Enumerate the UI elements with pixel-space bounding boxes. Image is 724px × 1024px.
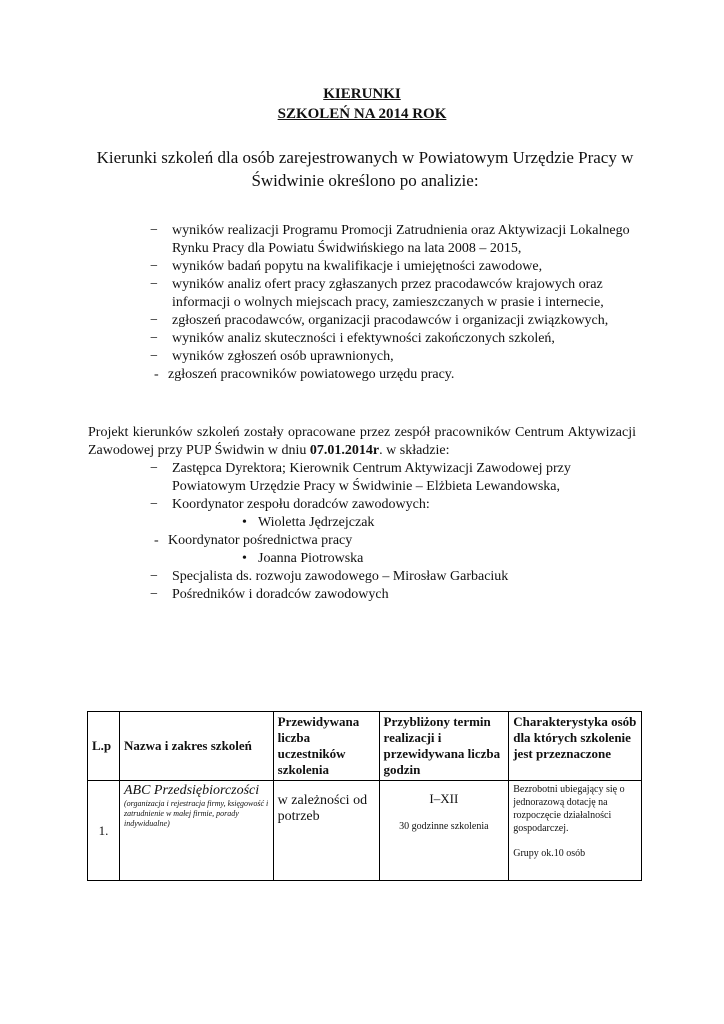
header-participants: Przewidywana liczba uczestników szkolenia <box>273 712 379 781</box>
member-coord-advisors: − Koordynator zespołu doradców zawodowych: <box>150 497 430 512</box>
list-item: − wyników badań popytu na kwalifikacje i umiejętności zawodowe, <box>150 259 543 274</box>
list-item: − wyników analiz skuteczności i efektywności zakończonych szkoleń, <box>150 331 555 346</box>
member-intermediaries: − Pośredników i doradców zawodowych <box>150 587 389 602</box>
training-scope: (organizacja i rejestracja firmy, księgowość i zatrudnienie w małej firmie, porady indywidualne) <box>123 799 269 828</box>
list-item: − wyników analiz ofert pracy zgłaszanych przez pracodawców krajowych oraz informacji o wolnych miejscach pracy, zamieszczanych w prasie i internecie, <box>150 277 604 310</box>
list-item: − wyników zgłoszeń osób uprawnionych, <box>150 349 394 364</box>
analysis-list <box>150 222 640 384</box>
cell-participants: w zależności od potrzeb <box>273 781 379 881</box>
list-item: − zgłoszeń pracodawców, organizacji pracodawców i organizacji związkowych, <box>150 313 609 328</box>
target-description: Bezrobotni ubiegający się o jednorazową dotację na rozpoczęcie działalności gospodarczej. <box>513 784 625 834</box>
header-name: Nazwa i zakres szkoleń <box>119 712 273 781</box>
member-coord-agency: - Koordynator pośrednictwa pracy <box>154 533 353 548</box>
header-term: Przybliżony termin realizacji i przewidywana liczba godzin <box>379 712 509 781</box>
cell-term <box>379 781 509 881</box>
term-hours: 30 godzinne szkolenia <box>399 821 489 832</box>
term-months: I–XII <box>429 791 459 806</box>
intro-text: Kierunki szkoleń dla osób zarejestrowanych w Powiatowym Urzędzie Pracy w Świdwinie określono po analizie: <box>96 148 634 190</box>
cell-target <box>509 781 642 881</box>
cell-name <box>119 781 273 881</box>
training-table <box>87 711 642 881</box>
target-groups: Grupy ok.10 osób <box>513 848 586 859</box>
project-paragraph: Projekt kierunków szkoleń zostały opracowane przez zespół pracowników Centrum Aktywizacji Zawodowej przy PUP Świdwin w dniu 07.01.2014r. w składzie: <box>88 425 636 458</box>
training-name: ABC Przedsiębiorczości <box>123 783 260 798</box>
list-item: - zgłoszeń pracowników powiatowego urzędu pracy. <box>154 367 455 382</box>
list-item: − wyników realizacji Programu Promocji Zatrudnienia oraz Aktywizacji Lokalnego Rynku Pracy dla Powiatu Świdwińskiego na lata 2008 – 2015, <box>150 223 630 256</box>
member-person: • Wioletta Jędrzejczak <box>242 515 375 530</box>
member-specialist: − Specjalista ds. rozwoju zawodowego – Mirosław Garbaciuk <box>150 569 509 584</box>
title-line-1: KIERUNKI <box>323 86 401 102</box>
table-header-row <box>88 712 642 781</box>
cell-lp: 1. <box>88 781 120 881</box>
team-members-list <box>150 460 640 604</box>
project-date: 07.01.2014r <box>309 443 380 458</box>
header-lp: L.p <box>88 712 120 781</box>
table-row <box>88 781 642 881</box>
member-person: • Joanna Piotrowska <box>242 551 364 566</box>
title-line-2: SZKOLEŃ NA 2014 ROK <box>277 106 447 122</box>
header-target: Charakterystyka osób dla których szkolenie jest przeznaczone <box>509 712 642 781</box>
member-deputy: − Zastępca Dyrektora; Kierownik Centrum Aktywizacji Zawodowej przy Powiatowym Urzędzie Pracy w Świdwinie – Elżbieta Lewandowska, <box>150 461 571 494</box>
